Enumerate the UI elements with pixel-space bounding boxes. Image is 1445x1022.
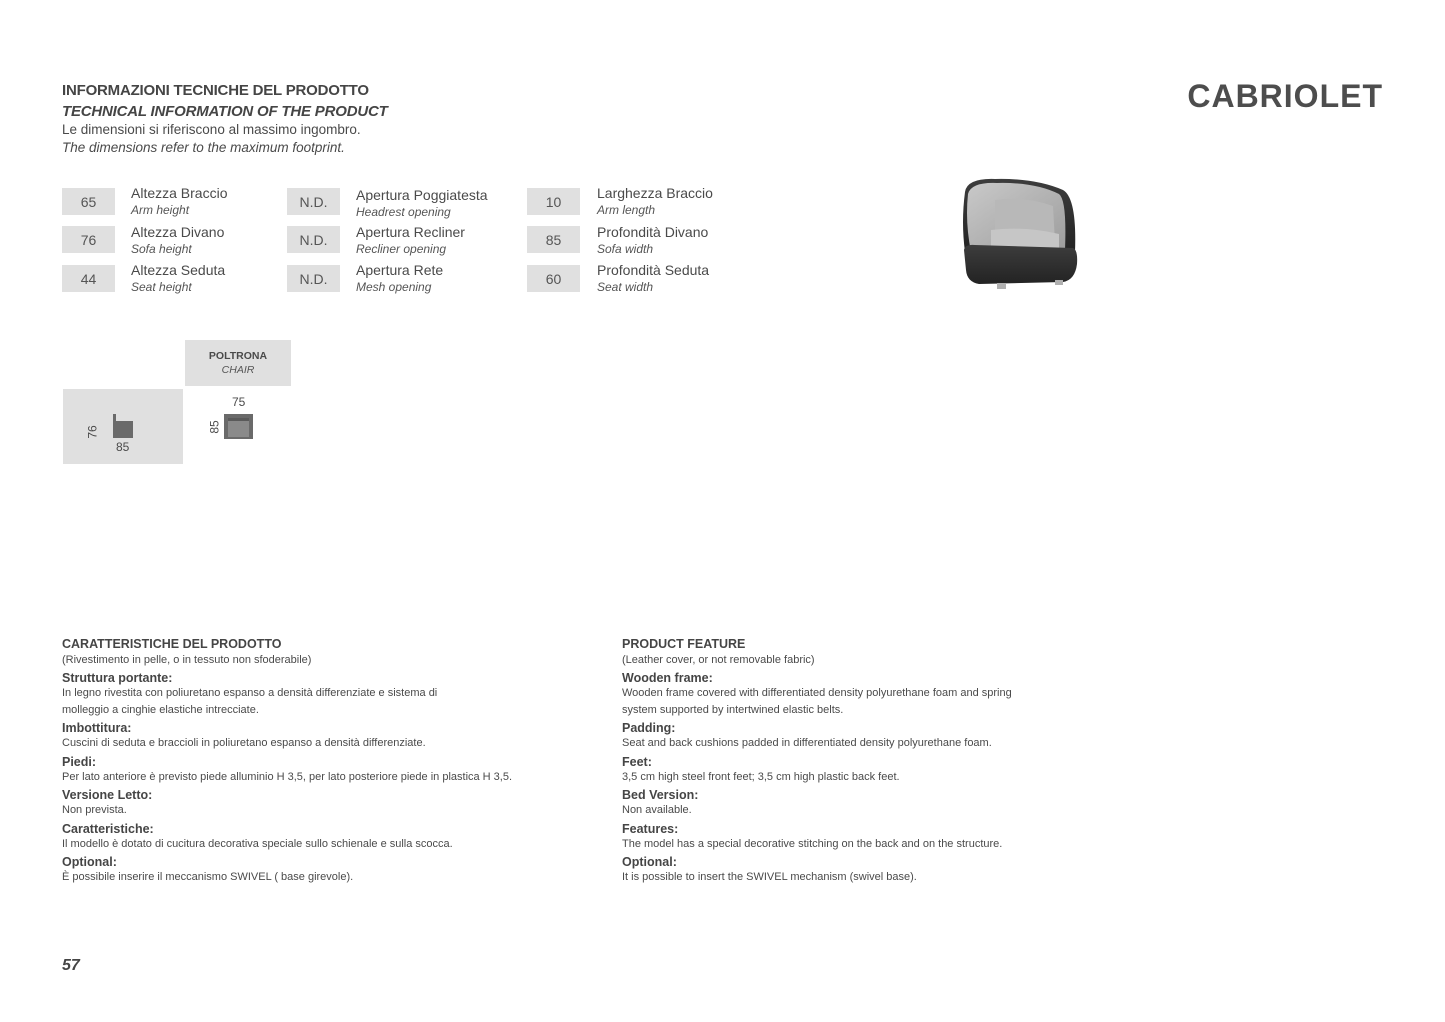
spec-label-it: Apertura Poggiatesta: [356, 187, 488, 203]
spec-value-seat-width: 60: [527, 265, 580, 292]
variant-header: [185, 340, 291, 386]
feature-line: system supported by intertwined elastic belts.: [622, 703, 844, 716]
subtitle-english: The dimensions refer to the maximum footprint.: [62, 140, 345, 155]
spec-label-it: Altezza Seduta: [131, 262, 226, 278]
feature-title: Struttura portante:: [62, 671, 173, 685]
features-italian: [62, 637, 582, 886]
spec-label-en: Mesh opening: [356, 280, 432, 294]
feature-text: [62, 735, 582, 752]
feature-text: [622, 735, 1142, 752]
spec-label-en: Sofa width: [597, 242, 654, 256]
page-number: 57: [62, 957, 80, 974]
spec-value-arm-length: 10: [527, 188, 580, 215]
spec-label-en: Headrest opening: [356, 205, 451, 219]
feature-line: 3,5 cm high steel front feet; 3,5 cm high plastic back feet.: [622, 770, 900, 783]
spec-label-it: Profondità Divano: [597, 224, 709, 240]
spec-value-seat-height: 44: [62, 265, 115, 292]
armchair-image: [955, 172, 1085, 297]
features-note-en: (Leather cover, or not removable fabric): [622, 654, 815, 666]
spec-label-en: Sofa height: [131, 242, 192, 256]
feature-line: Il modello è dotato di cucitura decorativa speciale sullo schienale e sulla scocca.: [62, 837, 453, 850]
feature-text: [62, 836, 582, 853]
feature-title: Features:: [622, 821, 679, 836]
feature-text: [62, 802, 582, 819]
feature-title: Feet:: [622, 754, 652, 769]
feature-text: [622, 769, 1142, 786]
features-title-it: CARATTERISTICHE DEL PRODOTTO: [62, 637, 282, 651]
feature-title: Versione Letto:: [62, 788, 153, 802]
feature-text: [62, 869, 582, 886]
spec-label-en: Seat width: [597, 280, 654, 294]
feature-title: Bed Version:: [622, 788, 699, 802]
side-view-height: 76: [85, 425, 100, 439]
spec-label-it: Apertura Recliner: [356, 224, 465, 240]
spec-label-en: Recliner opening: [356, 242, 447, 256]
spec-value-headrest-opening: N.D.: [287, 188, 340, 215]
top-view-width: 75: [232, 395, 246, 409]
feature-text: [622, 802, 1142, 819]
feature-line: Seat and back cushions padded in differentiated density polyurethane foam.: [622, 737, 992, 749]
feature-text: [622, 869, 1142, 886]
variant-name-it: POLTRONA: [208, 350, 268, 362]
spec-value-arm-height: 65: [62, 188, 115, 215]
feature-title: Caratteristiche:: [62, 821, 154, 836]
spec-label-it: Profondità Seduta: [597, 262, 710, 278]
features-note-it: (Rivestimento in pelle, o in tessuto non sfoderabile): [62, 654, 312, 666]
subtitle-italian: Le dimensioni si riferiscono al massimo ingombro.: [62, 122, 361, 137]
spec-value-recliner-opening: N.D.: [287, 226, 340, 253]
spec-label-en: Arm height: [131, 203, 190, 217]
feature-line: Wooden frame covered with differentiated density polyurethane foam and spring: [622, 687, 1012, 699]
side-view-depth: 85: [116, 440, 130, 454]
feature-line: È possibile inserire il meccanismo SWIVEL ( base girevole).: [62, 871, 354, 883]
product-name: CABRIOLET: [1187, 78, 1383, 114]
spec-label-en: Seat height: [131, 280, 192, 294]
feature-line: Per lato anteriore è previsto piede alluminio H 3,5, per lato posteriore piede in plastica H 3,5.: [62, 770, 513, 783]
feature-title: Optional:: [622, 855, 677, 869]
feature-line: Non available.: [622, 804, 692, 816]
feature-title: Imbottitura:: [62, 721, 132, 735]
features-title-en: PRODUCT FEATURE: [622, 637, 746, 651]
spec-value-sofa-width: 85: [527, 226, 580, 253]
feature-line: Non prevista.: [62, 804, 127, 816]
spec-label-it: Altezza Divano: [131, 224, 225, 240]
spec-label-en: Arm length: [597, 203, 656, 217]
armchair-side-icon: [111, 414, 135, 440]
spec-value-sofa-height: 76: [62, 226, 115, 253]
feature-text: [62, 769, 582, 786]
feature-title: Piedi:: [62, 754, 97, 769]
top-view-depth: 85: [207, 420, 222, 434]
feature-line: It is possible to insert the SWIVEL mechanism (swivel base).: [622, 871, 917, 883]
feature-title: Padding:: [622, 721, 676, 735]
title-english: TECHNICAL INFORMATION OF THE PRODUCT: [62, 103, 388, 120]
armchair-top-icon: [224, 414, 253, 439]
feature-title: Optional:: [62, 855, 117, 869]
variant-name-en: CHAIR: [221, 364, 255, 376]
feature-text: [622, 685, 1142, 718]
feature-text: [622, 836, 1142, 853]
spec-label-it: Larghezza Braccio: [597, 185, 713, 201]
feature-line: Cuscini di seduta e braccioli in poliuretano espanso a densità differenziate.: [62, 737, 426, 749]
feature-line: molleggio a cinghie elastiche intrecciate.: [62, 703, 259, 716]
feature-line: The model has a special decorative stitching on the back and on the structure.: [622, 837, 1003, 850]
feature-text: [62, 685, 582, 718]
features-english: [622, 637, 1142, 886]
spec-label-it: Apertura Rete: [356, 262, 444, 278]
title-italian: INFORMAZIONI TECNICHE DEL PRODOTTO: [62, 82, 369, 99]
spec-label-it: Altezza Braccio: [131, 185, 228, 201]
feature-line: In legno rivestita con poliuretano espanso a densità differenziate e sistema di: [62, 687, 438, 699]
spec-value-mesh-opening: N.D.: [287, 265, 340, 292]
feature-title: Wooden frame:: [622, 671, 713, 685]
